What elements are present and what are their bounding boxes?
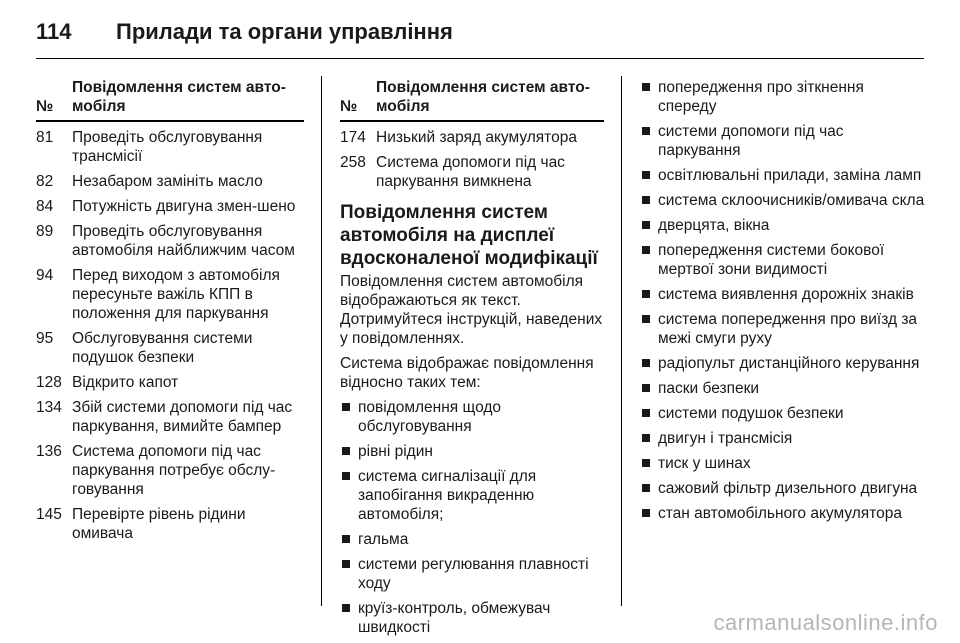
message-text: Обслуговування системи подушок безпеки (72, 330, 253, 366)
bullet-square-icon (642, 384, 650, 392)
table-header (340, 78, 604, 116)
list-item (640, 216, 926, 235)
list-item (640, 504, 926, 523)
message-number: 134 (36, 399, 62, 416)
list-item (340, 599, 604, 637)
bullet-square-icon (342, 560, 350, 568)
message-number: 81 (36, 129, 54, 146)
table-row (36, 442, 304, 499)
bullet-square-icon (342, 604, 350, 612)
list-item (640, 78, 926, 116)
list-item-text: круїз-контроль, обмежувач швидкості (358, 600, 551, 636)
message-number: 95 (36, 330, 54, 347)
message-table-1 (36, 78, 304, 549)
list-item-text: стан автомобільного акумулятора (658, 505, 902, 522)
section-paragraph: Повідомлення систем автомобіля відображаються як текст. Дотримуйтеся інструкцій, наведених у повідомленнях. (340, 273, 603, 347)
table-header (36, 78, 304, 116)
list-item (340, 398, 604, 436)
list-item-text: попередження про зіткнення спереду (658, 79, 864, 115)
bullet-square-icon (642, 83, 650, 91)
bullet-square-icon (642, 290, 650, 298)
list-item-text: системи допомоги під час паркування (658, 123, 844, 159)
column-header-message: Повідомлення систем авто-мобіля (72, 79, 286, 115)
list-item (640, 285, 926, 304)
bullet-square-icon (642, 196, 650, 204)
page-number: 114 (36, 19, 72, 44)
table-row (36, 329, 304, 367)
table-row (340, 128, 604, 147)
message-number: 136 (36, 443, 62, 460)
list-item (640, 429, 926, 448)
bullet-square-icon (342, 535, 350, 543)
bullet-square-icon (642, 484, 650, 492)
table-row (340, 153, 604, 191)
column-header-number: № (36, 98, 54, 115)
topic-list (640, 78, 926, 523)
message-text: Низький заряд акумулятора (376, 129, 577, 146)
bullet-square-icon (642, 315, 650, 323)
bullet-square-icon (342, 472, 350, 480)
bullet-square-icon (642, 127, 650, 135)
bullet-square-icon (642, 409, 650, 417)
list-item-text: система склоочисників/омивача скла (658, 192, 925, 209)
bullet-square-icon (642, 434, 650, 442)
column-divider (621, 76, 622, 606)
list-item-text: системи подушок безпеки (658, 405, 844, 422)
watermark: carmanualsonline.info (713, 610, 938, 635)
list-item (640, 166, 926, 185)
message-number: 174 (340, 129, 366, 146)
table-rule (340, 120, 604, 122)
table-rule (36, 120, 304, 122)
message-text: Незабаром замініть масло (72, 173, 263, 190)
list-item (340, 530, 604, 549)
table-row (36, 373, 304, 392)
bullet-square-icon (642, 171, 650, 179)
message-text: Проведіть обслуговування автомобіля найближчим часом (72, 223, 295, 259)
list-item-text: сажовий фільтр дизельного двигуна (658, 480, 918, 497)
list-item (640, 404, 926, 423)
page-header (36, 12, 453, 52)
message-number: 258 (340, 154, 366, 171)
table-row (36, 398, 304, 436)
table-row (36, 197, 304, 216)
list-item-text: повідомлення щодо обслуговування (358, 399, 502, 435)
message-number: 89 (36, 223, 54, 240)
bullet-square-icon (342, 447, 350, 455)
list-item (640, 191, 926, 210)
column-3 (640, 78, 926, 529)
list-item (640, 241, 926, 279)
list-item-text: система виявлення дорожніх знаків (658, 286, 914, 303)
page-title: Прилади та органи управління (116, 19, 453, 44)
list-item-text: гальма (358, 531, 409, 548)
topic-list (340, 398, 604, 637)
message-text: Система допомоги під час паркування вимкнена (376, 154, 565, 190)
list-item-text: двигун і трансмісія (658, 430, 793, 447)
table-row (36, 505, 304, 543)
list-item-text: попередження системи бокової мертвої зони видимості (658, 242, 885, 278)
list-item-text: тиск у шинах (658, 455, 751, 472)
table-row (36, 172, 304, 191)
message-text: Відкрито капот (72, 374, 179, 391)
bullet-square-icon (342, 403, 350, 411)
section-title: Повідомлення систем автомобіля на дисплеї вдосконаленої модифікації (340, 202, 598, 269)
column-header-message: Повідомлення систем авто-мобіля (376, 79, 590, 115)
list-item-text: дверцята, вікна (658, 217, 770, 234)
list-item-text: система сигналізації для запобігання викраденню автомобіля; (358, 468, 537, 523)
message-number: 145 (36, 506, 62, 523)
list-item (640, 354, 926, 373)
column-header-number: № (340, 98, 358, 115)
message-text: Збій системи допомоги під час паркування, вимийте бампер (72, 399, 293, 435)
table-row (36, 266, 304, 323)
list-item (640, 310, 926, 348)
table-row (36, 222, 304, 260)
list-item (340, 442, 604, 461)
message-number: 84 (36, 198, 54, 215)
message-text: Перевірте рівень рідини омивача (72, 506, 246, 542)
table-row (36, 128, 304, 166)
message-text: Перед виходом з автомобіля пересуньте важіль КПП в положення для паркування (72, 267, 280, 322)
column-divider (321, 76, 322, 606)
list-item-text: рівні рідин (358, 443, 433, 460)
message-text: Потужність двигуна змен-шено (72, 198, 296, 215)
bullet-square-icon (642, 459, 650, 467)
message-text: Проведіть обслуговування трансмісії (72, 129, 263, 165)
list-item-text: освітлювальні прилади, заміна ламп (658, 167, 922, 184)
list-item-text: радіопульт дистанційного керування (658, 355, 920, 372)
list-item (340, 467, 604, 524)
list-item (640, 454, 926, 473)
message-number: 82 (36, 173, 54, 190)
bullet-square-icon (642, 246, 650, 254)
header-rule (36, 58, 924, 59)
column-2 (340, 78, 604, 643)
list-item-text: системи регулювання плавності ходу (358, 556, 589, 592)
list-item (340, 555, 604, 593)
message-number: 94 (36, 267, 54, 284)
list-item (640, 379, 926, 398)
list-item-text: система попередження про виїзд за межі смуги руху (658, 311, 918, 347)
section-paragraph: Система відображає повідомлення відносно таких тем: (340, 355, 594, 391)
bullet-square-icon (642, 509, 650, 517)
bullet-square-icon (642, 359, 650, 367)
bullet-square-icon (642, 221, 650, 229)
list-item (640, 479, 926, 498)
list-item-text: паски безпеки (658, 380, 760, 397)
list-item (640, 122, 926, 160)
message-number: 128 (36, 374, 62, 391)
message-text: Система допомоги під час паркування потребує обслу-говування (72, 443, 276, 498)
